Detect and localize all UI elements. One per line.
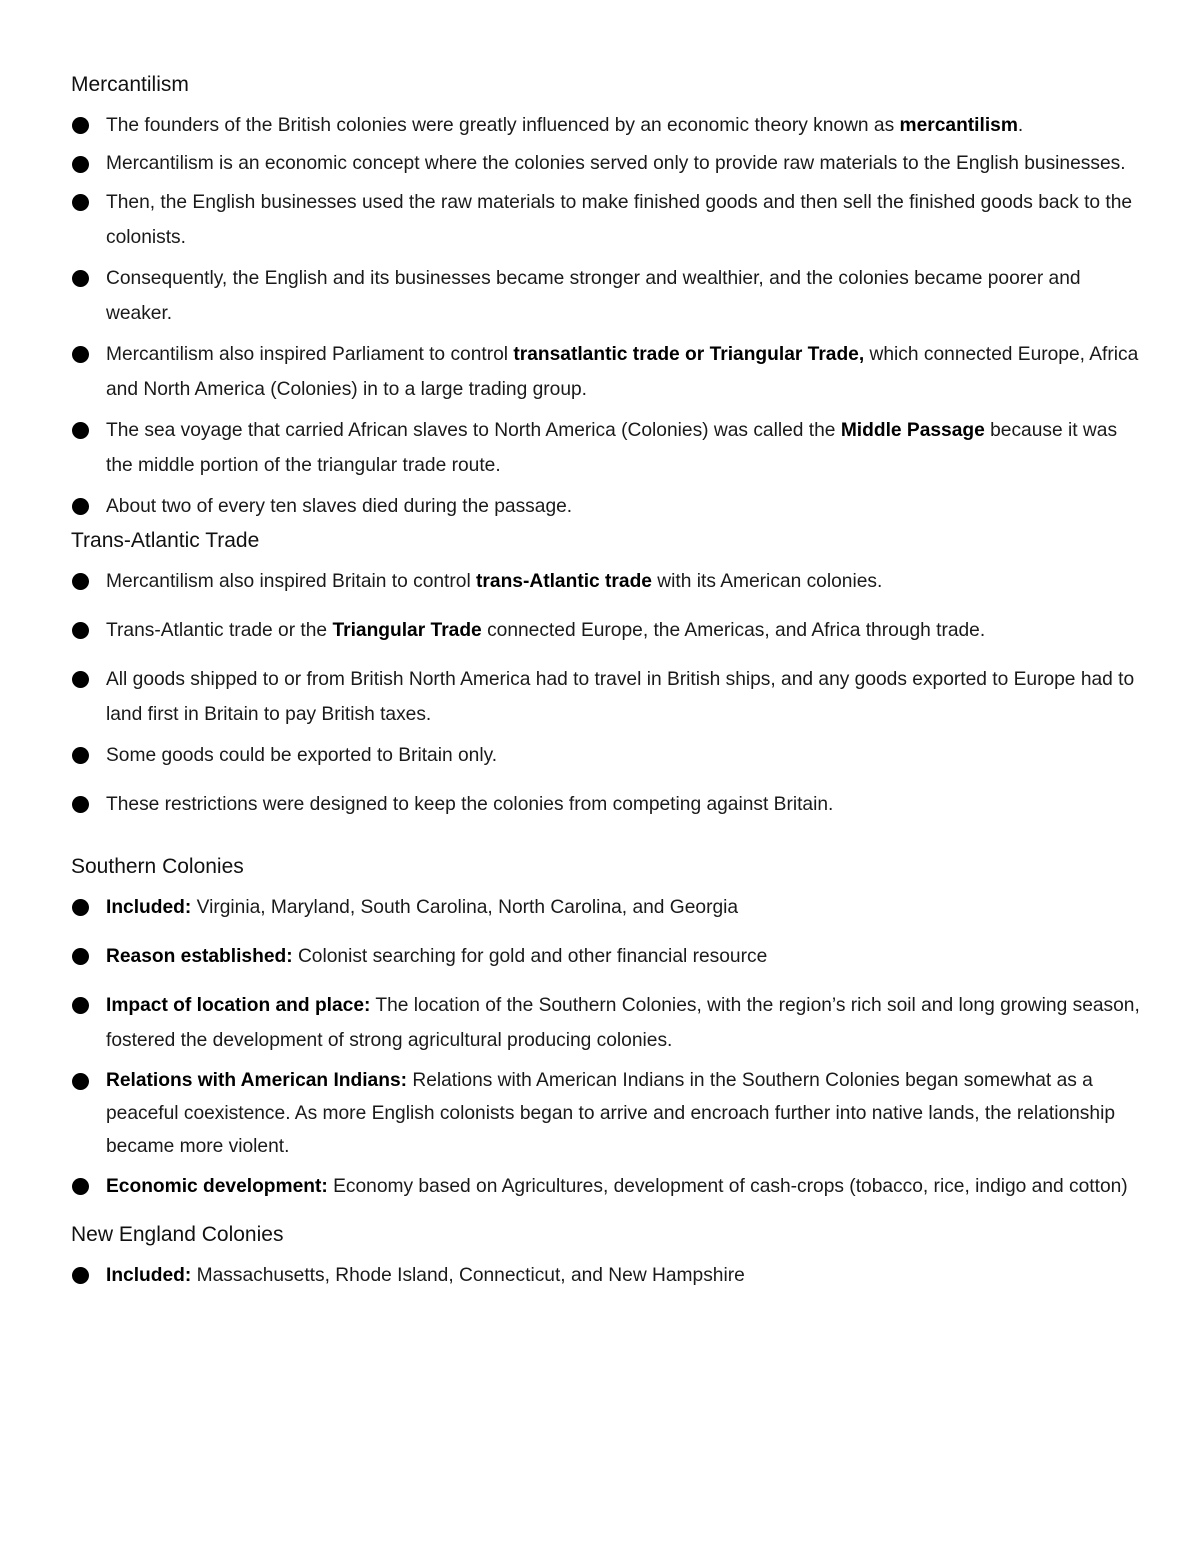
bullet-icon [72, 1178, 89, 1195]
mercantilism-list [71, 108, 1141, 524]
bullet-icon [72, 1267, 89, 1284]
list-item: Mercantilism is an economic concept where the colonies served only to provide raw materials to the English businesses. [71, 149, 1141, 179]
section-heading-new-england-colonies: New England Colonies [71, 1223, 284, 1246]
list-item: Consequently, the English and its businesses became stronger and wealthier, and the colonies became poorer and weaker. [71, 261, 1141, 331]
list-item: About two of every ten slaves died during the passage. [71, 489, 1141, 524]
list-item: Then, the English businesses used the raw materials to make finished goods and then sell the finished goods back to the colonists. [71, 185, 1141, 255]
list-item: All goods shipped to or from British North America had to travel in British ships, and any goods exported to Europe had to land first in Britain to pay British taxes. [71, 662, 1141, 732]
bullet-icon [72, 498, 89, 515]
bullet-icon [72, 270, 89, 287]
list-item: Mercantilism also inspired Britain to control trans-Atlantic trade with its American colonies. [71, 564, 1141, 599]
bullet-icon [72, 796, 89, 813]
bullet-icon [72, 346, 89, 363]
bullet-icon [72, 671, 89, 688]
list-item: The sea voyage that carried African slaves to North America (Colonies) was called the Middle Passage because it was the middle portion of the triangular trade route. [71, 413, 1141, 483]
list-item: Trans-Atlantic trade or the Triangular Trade connected Europe, the Americas, and Africa through trade. [71, 613, 1141, 648]
bullet-icon [72, 117, 89, 134]
list-item: Mercantilism also inspired Parliament to control transatlantic trade or Triangular Trade, which connected Europe, Africa and North America (Colonies) in to a large trading group. [71, 337, 1141, 407]
bullet-icon [72, 573, 89, 590]
bullet-icon [72, 156, 89, 173]
trans-atlantic-list [71, 564, 1141, 822]
bullet-icon [72, 194, 89, 211]
bullet-icon [72, 1073, 89, 1090]
list-item: Relations with American Indians: Relations with American Indians in the Southern Colonies began somewhat as a peaceful coexistence. As more English colonists began to arrive and encroach further into native lands, the relationship became more violent. [71, 1064, 1141, 1163]
bullet-icon [72, 622, 89, 639]
document-page [71, 68, 1141, 1293]
list-item: These restrictions were designed to keep the colonies from competing against Britain. [71, 787, 1141, 822]
list-item: Reason established: Colonist searching for gold and other financial resource [71, 939, 1141, 974]
section-heading-trans-atlantic-trade: Trans-Atlantic Trade [71, 529, 260, 552]
section-heading-southern-colonies: Southern Colonies [71, 855, 244, 878]
list-item: Some goods could be exported to Britain only. [71, 738, 1141, 773]
list-item: Included: Massachusetts, Rhode Island, Connecticut, and New Hampshire [71, 1258, 1141, 1293]
new-england-colonies-list [71, 1258, 1141, 1293]
bullet-icon [72, 899, 89, 916]
list-item: Included: Virginia, Maryland, South Carolina, North Carolina, and Georgia [71, 890, 1141, 925]
list-item: Economic development: Economy based on Agricultures, development of cash-crops (tobacco, rice, indigo and cotton) [71, 1169, 1141, 1204]
southern-colonies-list [71, 890, 1141, 1204]
section-heading-mercantilism: Mercantilism [71, 73, 189, 96]
list-item: The founders of the British colonies were greatly influenced by an economic theory known as mercantilism. [71, 108, 1141, 143]
bullet-icon [72, 948, 89, 965]
bullet-icon [72, 747, 89, 764]
bullet-icon [72, 422, 89, 439]
bullet-icon [72, 997, 89, 1014]
list-item: Impact of location and place: The location of the Southern Colonies, with the region’s rich soil and long growing season, fostered the development of strong agricultural producing colonies. [71, 988, 1141, 1058]
